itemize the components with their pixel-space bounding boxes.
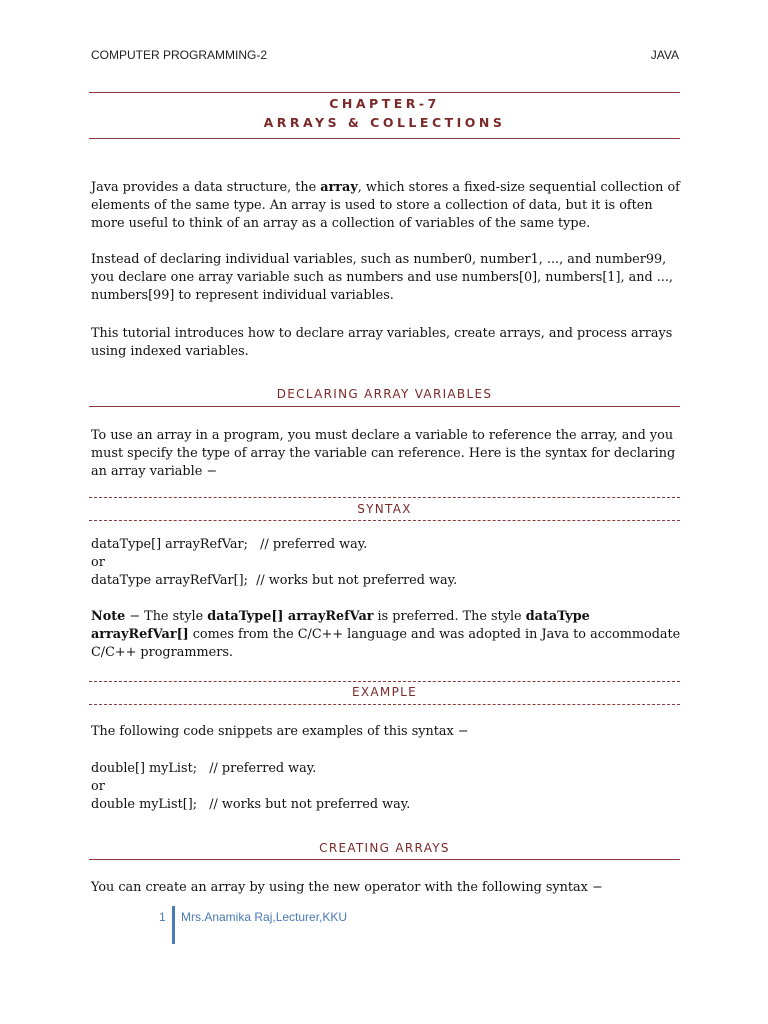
syntax-top-rule (89, 497, 680, 498)
header-course-title: COMPUTER PROGRAMMING-2 (91, 48, 268, 62)
example-intro: The following code snippets are examples of this syntax − (91, 724, 469, 739)
note-bold-2: dataType arrayRefVar[] (91, 609, 590, 642)
chapter-bottom-rule (89, 138, 680, 139)
syntax-line-2: or (91, 555, 105, 570)
footer-author: Mrs.Anamika Raj,Lecturer,KKU (181, 910, 348, 924)
example-line-1: double[] myList; // preferred way. (91, 761, 317, 776)
chapter-subtitle: ARRAYS & COLLECTIONS (263, 115, 506, 130)
note-paragraph (91, 608, 683, 662)
example-top-rule (89, 681, 680, 682)
intro-paragraph-2: Instead of declaring individual variables, such as number0, number1, ..., and number99, you declare one array variable such as numbers and use numbers[0], numbers[1], and ..., numbers[99] to represent individual variables. (91, 252, 673, 303)
intro-p1-bold: array (320, 180, 358, 195)
footer-divider (172, 906, 175, 944)
chapter-title: CHAPTER-7 (329, 96, 440, 111)
creating-rule (89, 859, 680, 860)
example-line-3: double myList[]; // works but not preferred way. (91, 797, 411, 812)
note-text-c: comes from the C/C++ language and was adopted in Java to accommodate C/C++ programmers. (91, 627, 681, 660)
section-heading-syntax: SYNTAX (357, 502, 412, 516)
creating-paragraph: You can create an array by using the new operator with the following syntax − (91, 880, 603, 895)
chapter-top-rule (89, 92, 680, 93)
intro-p1-text-a: Java provides a data structure, the (91, 180, 321, 195)
syntax-line-1: dataType[] arrayRefVar; // preferred way. (91, 537, 368, 552)
note-label: Note (91, 609, 126, 624)
example-line-2: or (91, 779, 105, 794)
intro-paragraph-1 (91, 179, 683, 233)
declaring-rule (89, 406, 680, 407)
example-bottom-rule (89, 704, 680, 705)
header-subject: JAVA (650, 48, 679, 62)
section-heading-creating: CREATING ARRAYS (319, 841, 450, 855)
section-heading-declaring: DECLARING ARRAY VARIABLES (276, 387, 493, 401)
syntax-line-3: dataType arrayRefVar[]; // works but not preferred way. (91, 573, 458, 588)
section-heading-example: EXAMPLE (352, 685, 417, 699)
declaring-paragraph: To use an array in a program, you must declare a variable to reference the array, and you must specify the type of array the variable can reference. Here is the syntax for declaring an array variable − (91, 428, 676, 479)
intro-paragraph-3: This tutorial introduces how to declare array variables, create arrays, and process arrays using indexed variables. (91, 326, 673, 359)
note-text-a: − The style (125, 609, 208, 624)
footer-page-number: 1 (159, 910, 166, 924)
note-text-b: is preferred. The style (373, 609, 526, 624)
intro-p1-text-b: , which stores a fixed-size sequential collection of elements of the same type. An array is used to store a collection of data, but it is often more useful to think of an array as a collection of variables of the same type. (91, 180, 680, 231)
note-bold-1: dataType[] arrayRefVar (207, 609, 374, 624)
syntax-bottom-rule (89, 520, 680, 521)
